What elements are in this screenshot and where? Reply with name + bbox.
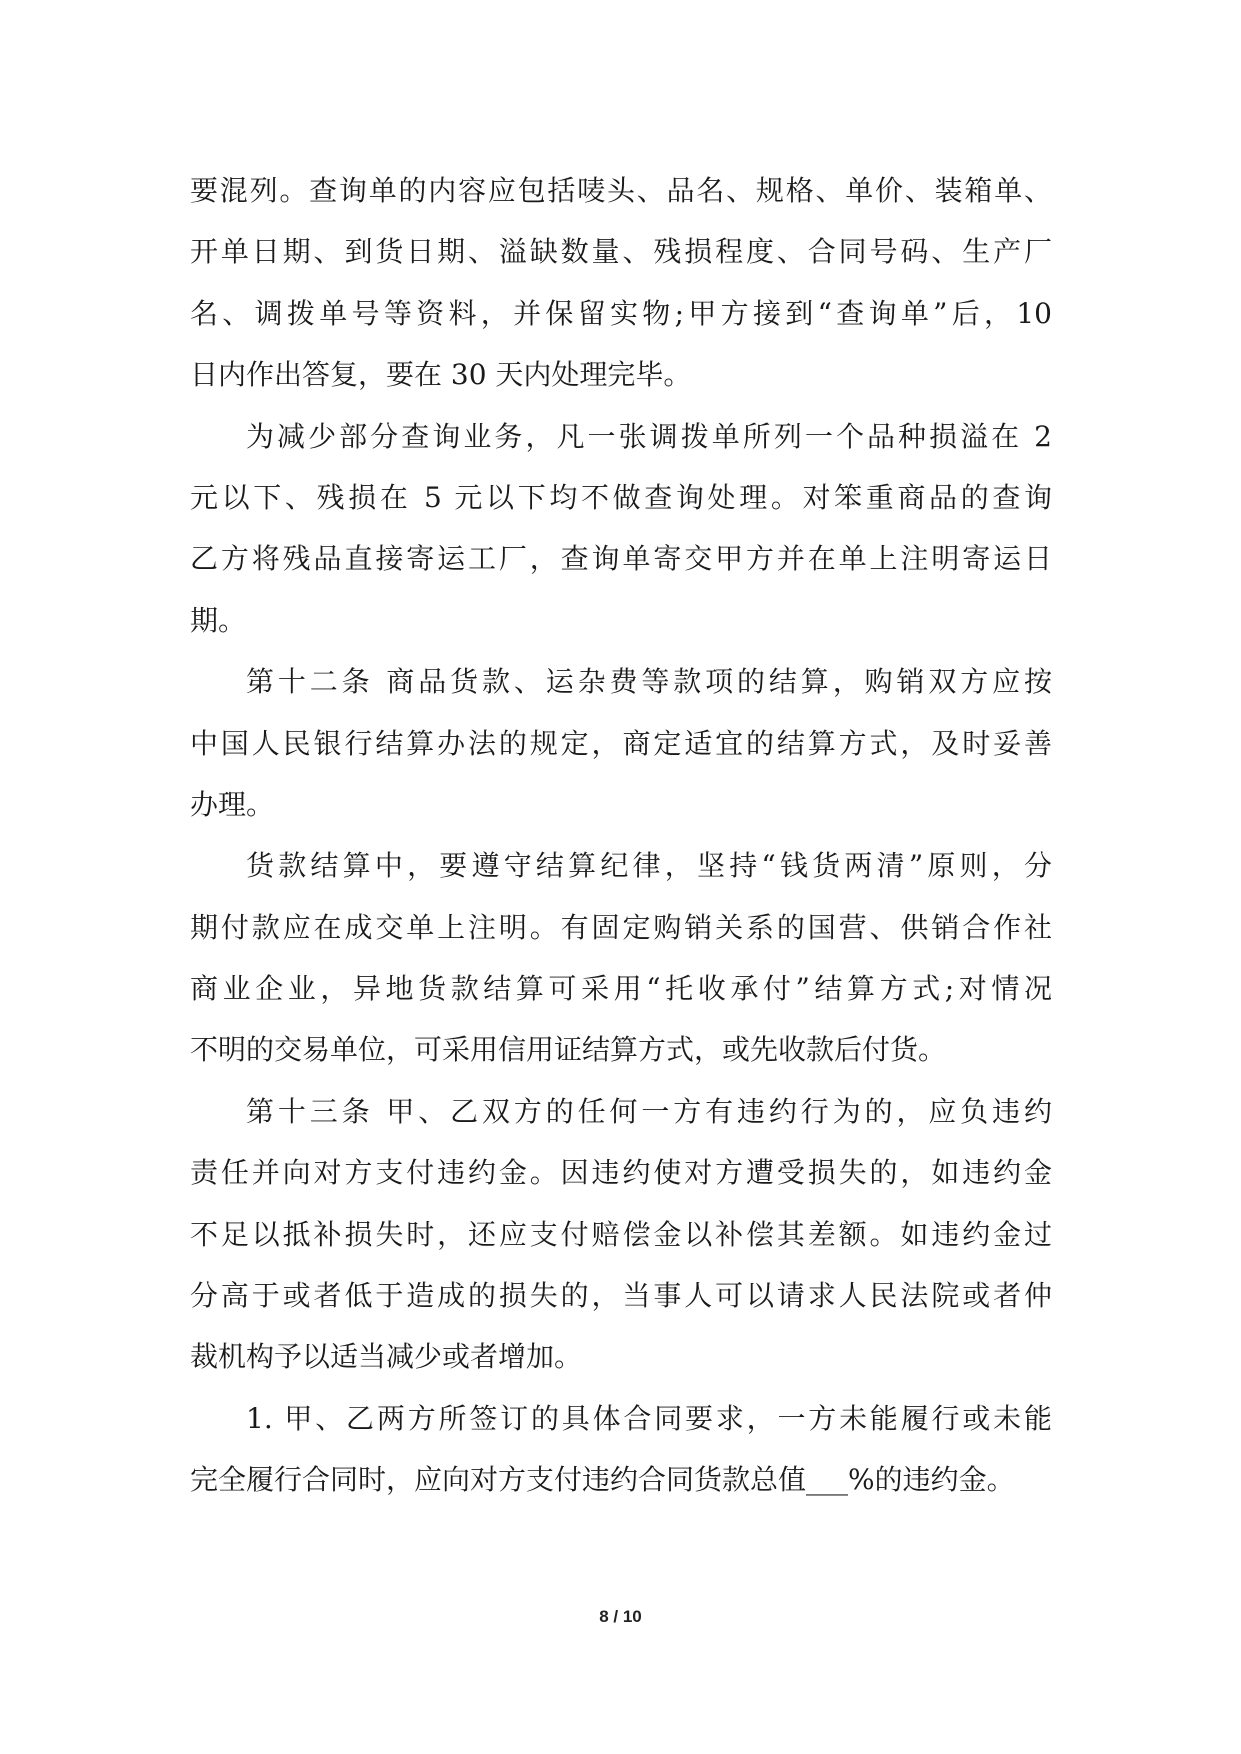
paragraph — [190, 160, 1052, 406]
paragraph — [190, 406, 1052, 652]
text-line: 名、调拨单号等资料，并保留实物;甲方接到“查询单”后，10 — [190, 296, 1052, 330]
text-line: 第十三条 甲、乙双方的任何一方有违约行为的，应负违约 — [246, 1094, 1052, 1128]
text-line: 货款结算中，要遵守结算纪律，坚持“钱货两清”原则，分 — [246, 849, 1052, 883]
text-line: 元以下、残损在 5 元以下均不做查询处理。对笨重商品的查询 — [190, 480, 1052, 514]
text-line: 商业企业，异地货款结算可采用“托收承付”结算方式;对情况 — [190, 972, 1052, 1006]
text-line: 完全履行合同时，应向对方支付违约合同货款总值___%的违约金。 — [190, 1463, 1015, 1497]
text-line: 不明的交易单位，可采用信用证结算方式，或先收款后付货。 — [190, 1033, 947, 1067]
text-line: 不足以抵补损失时，还应支付赔偿金以补偿其差额。如违约金过 — [190, 1217, 1052, 1251]
text-line: 日内作出答复，要在 30 天内处理完毕。 — [190, 358, 692, 392]
text-line: 裁机构予以适当减少或者增加。 — [190, 1340, 583, 1374]
text-line: 分高于或者低于造成的损失的，当事人可以请求人民法院或者仲 — [190, 1279, 1052, 1313]
text-line: 要混列。查询单的内容应包括唛头、品名、规格、单价、装箱单、 — [190, 174, 1052, 207]
text-line: 责任并向对方支付违约金。因违约使对方遭受损失的，如违约金 — [190, 1156, 1052, 1190]
text-line: 1. 甲、乙两方所签订的具体合同要求，一方未能履行或未能 — [246, 1401, 1052, 1435]
paragraph — [190, 835, 1052, 1081]
text-line: 中国人民银行结算办法的规定，商定适宜的结算方式，及时妥善 — [190, 726, 1052, 760]
document-body — [190, 160, 1052, 1511]
text-line: 办理。 — [190, 787, 275, 821]
text-line: 开单日期、到货日期、溢缺数量、残损程度、合同号码、生产厂 — [190, 235, 1052, 269]
text-line: 期付款应在成交单上注明。有固定购销关系的国营、供销合作社 — [190, 910, 1052, 944]
text-line: 第十二条 商品货款、运杂费等款项的结算，购销双方应按 — [246, 665, 1052, 699]
paragraph-article-13 — [190, 1081, 1052, 1388]
paragraph-item-1 — [190, 1388, 1052, 1511]
page-number: 8 / 10 — [599, 1607, 642, 1626]
text-line: 期。 — [190, 603, 247, 637]
text-line: 乙方将残品直接寄运工厂，查询单寄交甲方并在单上注明寄运日 — [190, 542, 1052, 576]
text-line: 为减少部分查询业务，凡一张调拨单所列一个品种损溢在 2 — [246, 419, 1052, 453]
paragraph-article-12 — [190, 651, 1052, 835]
